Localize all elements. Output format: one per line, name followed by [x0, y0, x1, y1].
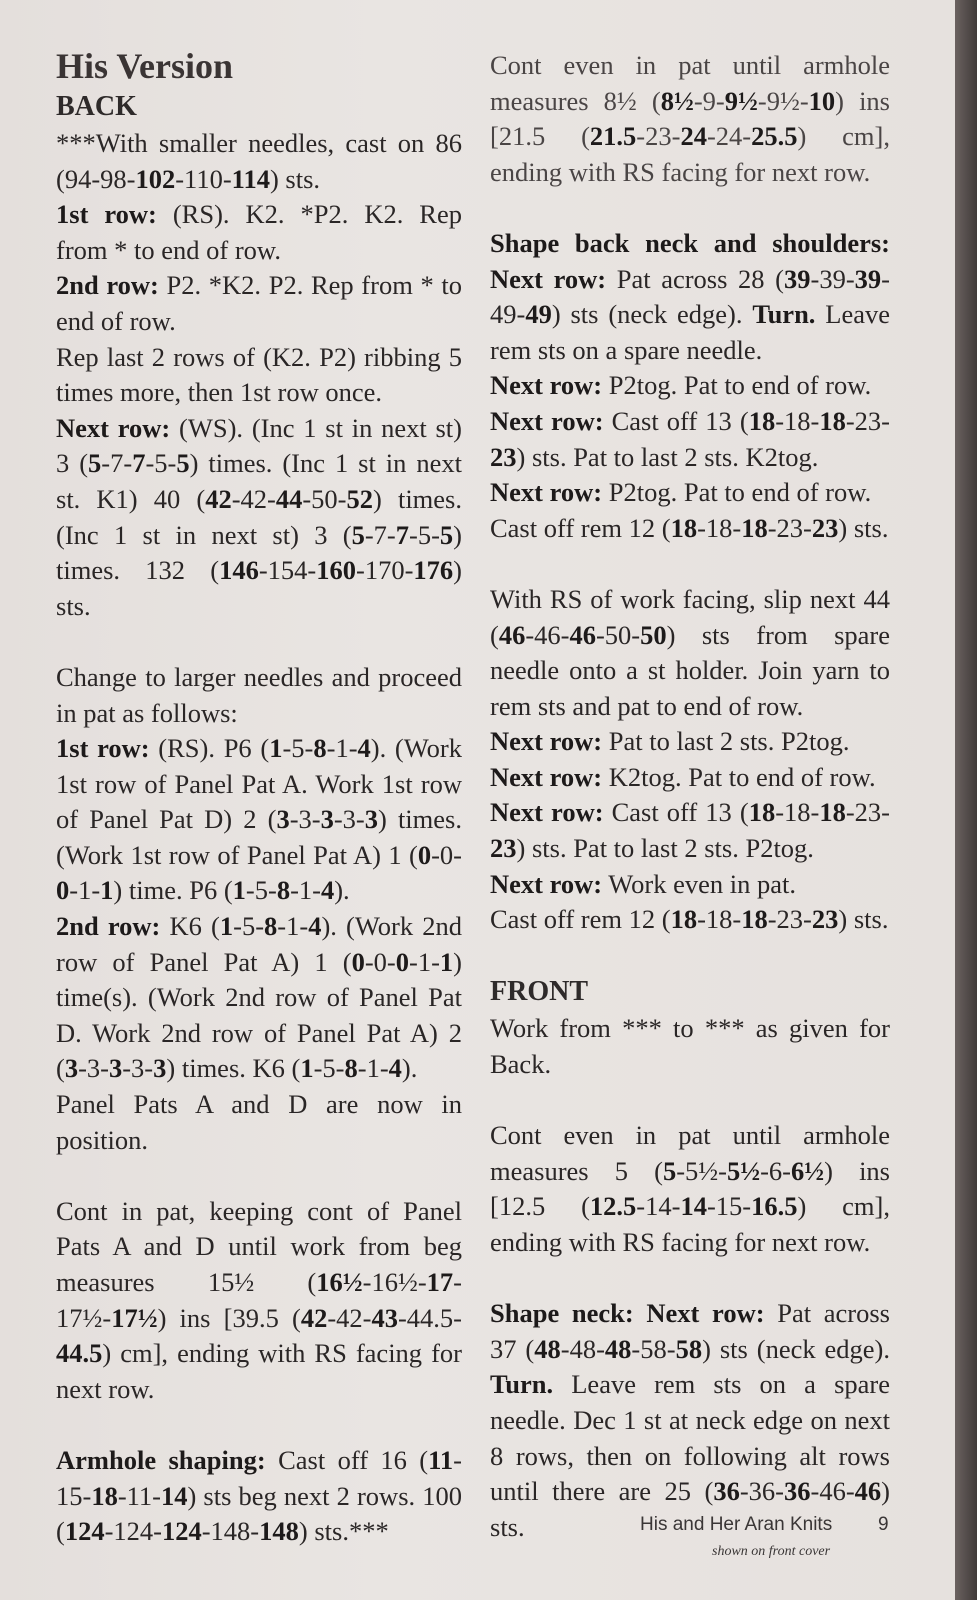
footer-subtitle: shown on front cover — [712, 1544, 831, 1559]
front-heading: FRONT — [490, 976, 588, 1008]
spacer — [56, 1158, 462, 1194]
next-row-3: Next row: P2tog. Pat to end of row. — [490, 477, 872, 508]
front-instructions: Work from *** to *** as given for Back. — [490, 1013, 890, 1080]
increase-row: Next row: (WS). (Inc 1 st in next st) 3 (5-7-7-5-5) times. (Inc 1 st in next st. K1) 40 (42-42-44-50-52) times. (Inc 1 st in next st) 3 (5-7-7-5-5) times. 132 (146-154-160-170-176) sts. — [56, 412, 462, 621]
next-row-6: Next row: Cast off 13 (18-18-18-23-23) sts. Pat to last 2 sts. P2tog. — [490, 797, 890, 864]
next-row-2: Next row: Cast off 13 (18-18-18-23-23) sts. Pat to last 2 sts. K2tog. — [490, 405, 890, 472]
continue-pattern: Cont in pat, keeping cont of Panel Pats A and D until work from beg measures 15½ (16½-16½-17-17½-17½) ins [39.5 (42-42-43-44.5-44.5) cm], ending with RS facing for next row. — [56, 1195, 462, 1404]
spacer — [490, 1083, 890, 1119]
cast-off-rem-1: Cast off rem 12 (18-18-18-23-23) sts. — [490, 512, 889, 543]
rib-row-1: 1st row: (RS). K2. *P2. K2. Rep from * to end of row. — [56, 199, 462, 265]
front-armhole: Cont even in pat until armhole measures 5 (5-5½-5½-6-6½) ins [12.5 (12.5-14-14-15-16.5) cm], ending with RS facing for next row. — [490, 1120, 890, 1257]
spacer — [56, 1407, 462, 1443]
spacer — [490, 190, 890, 226]
armhole-shaping: Armhole shaping: Cast off 16 (11-15-18-11-14) sts beg next 2 rows. 100 (124-124-124-148-148) sts.*** — [56, 1444, 462, 1547]
panel-position-note: Panel Pats A and D are now in position. — [56, 1089, 462, 1155]
shape-back-neck: Shape back neck and shoulders: Next row: Pat across 28 (39-39-39-49-49) sts (neck edge). Turn. Leave rem sts on a spare needle. — [490, 227, 890, 365]
section-heading: His Version — [56, 46, 234, 86]
next-row-4: Next row: Pat to last 2 sts. P2tog. — [490, 726, 850, 757]
spacer — [490, 546, 890, 582]
footer-title: His and Her Aran Knits — [640, 1514, 833, 1535]
spacer — [490, 938, 890, 974]
slip-sts: With RS of work facing, slip next 44 (46-46-46-50-50) sts from spare needle onto a st holder. Join yarn to rem sts and pat to end of row. — [490, 583, 890, 721]
page-number: 9 — [878, 1514, 889, 1535]
pattern-row-2: 2nd row: K6 (1-5-8-1-4). (Work 2nd row of Panel Pat A) 1 (0-0-0-1-1) time(s). (Work 2nd row of Panel Pat D. Work 2nd row of Panel Pat A) 2 (3-3-3-3-3) times. K6 (1-5-8-1-4). — [56, 911, 462, 1084]
change-needles: Change to larger needles and proceed in pat as follows: — [56, 661, 462, 728]
next-row-1: Next row: P2tog. Pat to end of row. — [490, 370, 872, 401]
shape-neck: Shape neck: Next row: Pat across 37 (48-48-48-58-58) sts (neck edge). Turn. Leave rem sts on a spare needle. Dec 1 st at neck edge on next 8 rows, then on following alt rows until there are 25 (36-36-36-46-46) sts. — [490, 1298, 891, 1542]
right-column — [490, 0, 890, 1545]
pattern-row-1: 1st row: (RS). P6 (1-5-8-1-4). (Work 1st row of Panel Pat A. Work 1st row of Panel Pat D) 2 (3-3-3-3-3) times. (Work 1st row of Panel Pat A) 1 (0-0-0-1-1) time. P6 (1-5-8-1-4). — [56, 733, 462, 906]
next-row-5: Next row: K2tog. Pat to end of row. — [490, 761, 876, 792]
cast-on-paragraph: ***With smaller needles, cast on 86 (94-98-102-110-114) sts. — [56, 128, 462, 194]
rib-row-2: 2nd row: P2. *K2. P2. Rep from * to end of row. — [56, 270, 462, 336]
armhole-continue: Cont even in pat until armhole measures 8½ (8½-9-9½-9½-10) ins [21.5 (21.5-23-24-24-25.5) cm], ending with RS facing for next row. — [490, 50, 890, 187]
cast-off-rem-2: Cast off rem 12 (18-18-18-23-23) sts. — [490, 904, 889, 935]
back-heading: BACK — [56, 91, 137, 122]
left-column — [56, 0, 462, 1550]
next-row-7: Next row: Work even in pat. — [490, 868, 796, 899]
rib-repeat: Rep last 2 rows of (K2. P2) ribbing 5 times more, then 1st row once. — [56, 341, 462, 408]
spacer — [490, 1261, 890, 1297]
spacer — [56, 624, 462, 660]
page-edge-shadow — [955, 0, 977, 1600]
